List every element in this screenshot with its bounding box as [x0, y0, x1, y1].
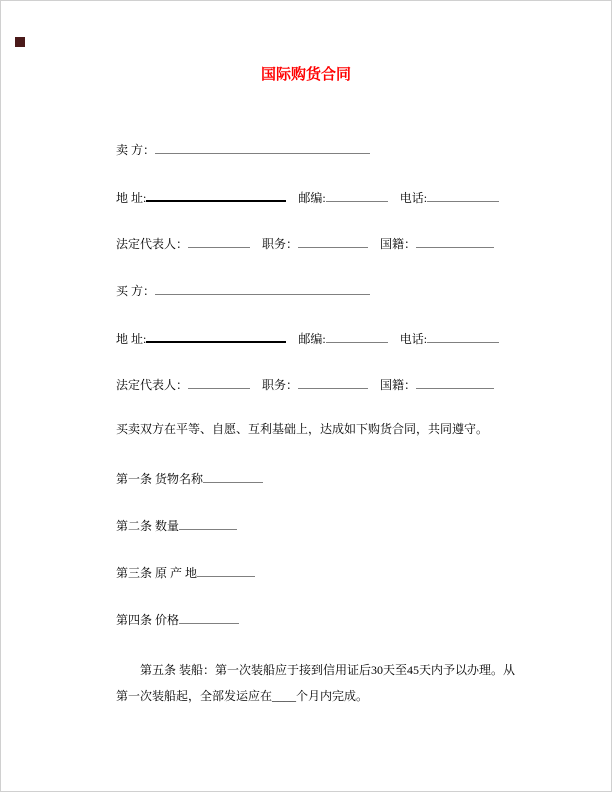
clause1-blank-field: [203, 469, 263, 483]
page-title: 国际购货合同: [260, 67, 351, 83]
buyer-address-label: 地 址:: [116, 332, 147, 346]
clause1-line: [116, 469, 523, 484]
seller-address-label: 地 址:: [116, 191, 147, 205]
buyer-duty-blank-field: [298, 375, 368, 389]
buyer-blank-field: [155, 281, 370, 295]
preamble-paragraph: [116, 422, 523, 437]
seller-nationality-label: 国籍：: [380, 237, 417, 251]
seller-rep-label: 法定代表人：: [116, 237, 189, 251]
clause4-label: 第四条 价格: [116, 613, 180, 627]
seller-address-line: [116, 187, 523, 205]
clause5-paragraph: [116, 657, 523, 709]
seller-blank-field: [155, 140, 370, 154]
buyer-nationality-blank-field: [416, 375, 494, 389]
corner-marker: [15, 37, 25, 47]
seller-postal-label: 邮编:: [298, 191, 326, 205]
document-body: [1, 84, 611, 709]
buyer-nationality-label: 国籍：: [380, 378, 417, 392]
clause4-blank-field: [179, 610, 239, 624]
clause3-line: [116, 563, 523, 578]
seller-label: 卖 方：: [116, 143, 156, 157]
buyer-duty-label: 职务：: [262, 378, 299, 392]
seller-duty-blank-field: [298, 234, 368, 248]
seller-rep-blank-field: [188, 234, 250, 248]
seller-rep-line: [116, 234, 523, 249]
seller-duty-label: 职务：: [262, 237, 299, 251]
clause5-text: 第五条 装船：第一次装船应于接到信用证后30天至45天内予以办理。从第一次装船起，全部发运应在____个月内完成。: [116, 663, 516, 703]
seller-line: [116, 140, 523, 155]
clause4-line: [116, 610, 523, 625]
clause2-blank-field: [179, 516, 237, 530]
seller-phone-blank-field: [427, 188, 499, 202]
seller-phone-label: 电话:: [399, 191, 428, 205]
buyer-rep-blank-field: [188, 375, 250, 389]
buyer-address-blank-field: [146, 328, 286, 343]
seller-address-blank-field: [146, 187, 286, 202]
buyer-line: [116, 281, 523, 296]
clause2-label: 第二条 数量: [116, 519, 180, 533]
clause3-label: 第三条 原 产 地: [116, 566, 198, 580]
buyer-phone-blank-field: [427, 329, 499, 343]
buyer-postal-label: 邮编:: [298, 332, 326, 346]
buyer-postal-blank-field: [326, 329, 388, 343]
preamble-text: 买卖双方在平等、自愿、互利基础上，达成如下购货合同，共同遵守。: [116, 422, 489, 436]
buyer-rep-line: [116, 375, 523, 390]
buyer-phone-label: 电话:: [399, 332, 428, 346]
buyer-rep-label: 法定代表人：: [116, 378, 189, 392]
clause3-blank-field: [197, 563, 255, 577]
seller-nationality-blank-field: [416, 234, 494, 248]
seller-postal-blank-field: [326, 188, 388, 202]
buyer-label: 买 方：: [116, 284, 156, 298]
clause2-line: [116, 516, 523, 531]
clause1-label: 第一条 货物名称: [116, 472, 204, 486]
buyer-address-line: [116, 328, 523, 346]
